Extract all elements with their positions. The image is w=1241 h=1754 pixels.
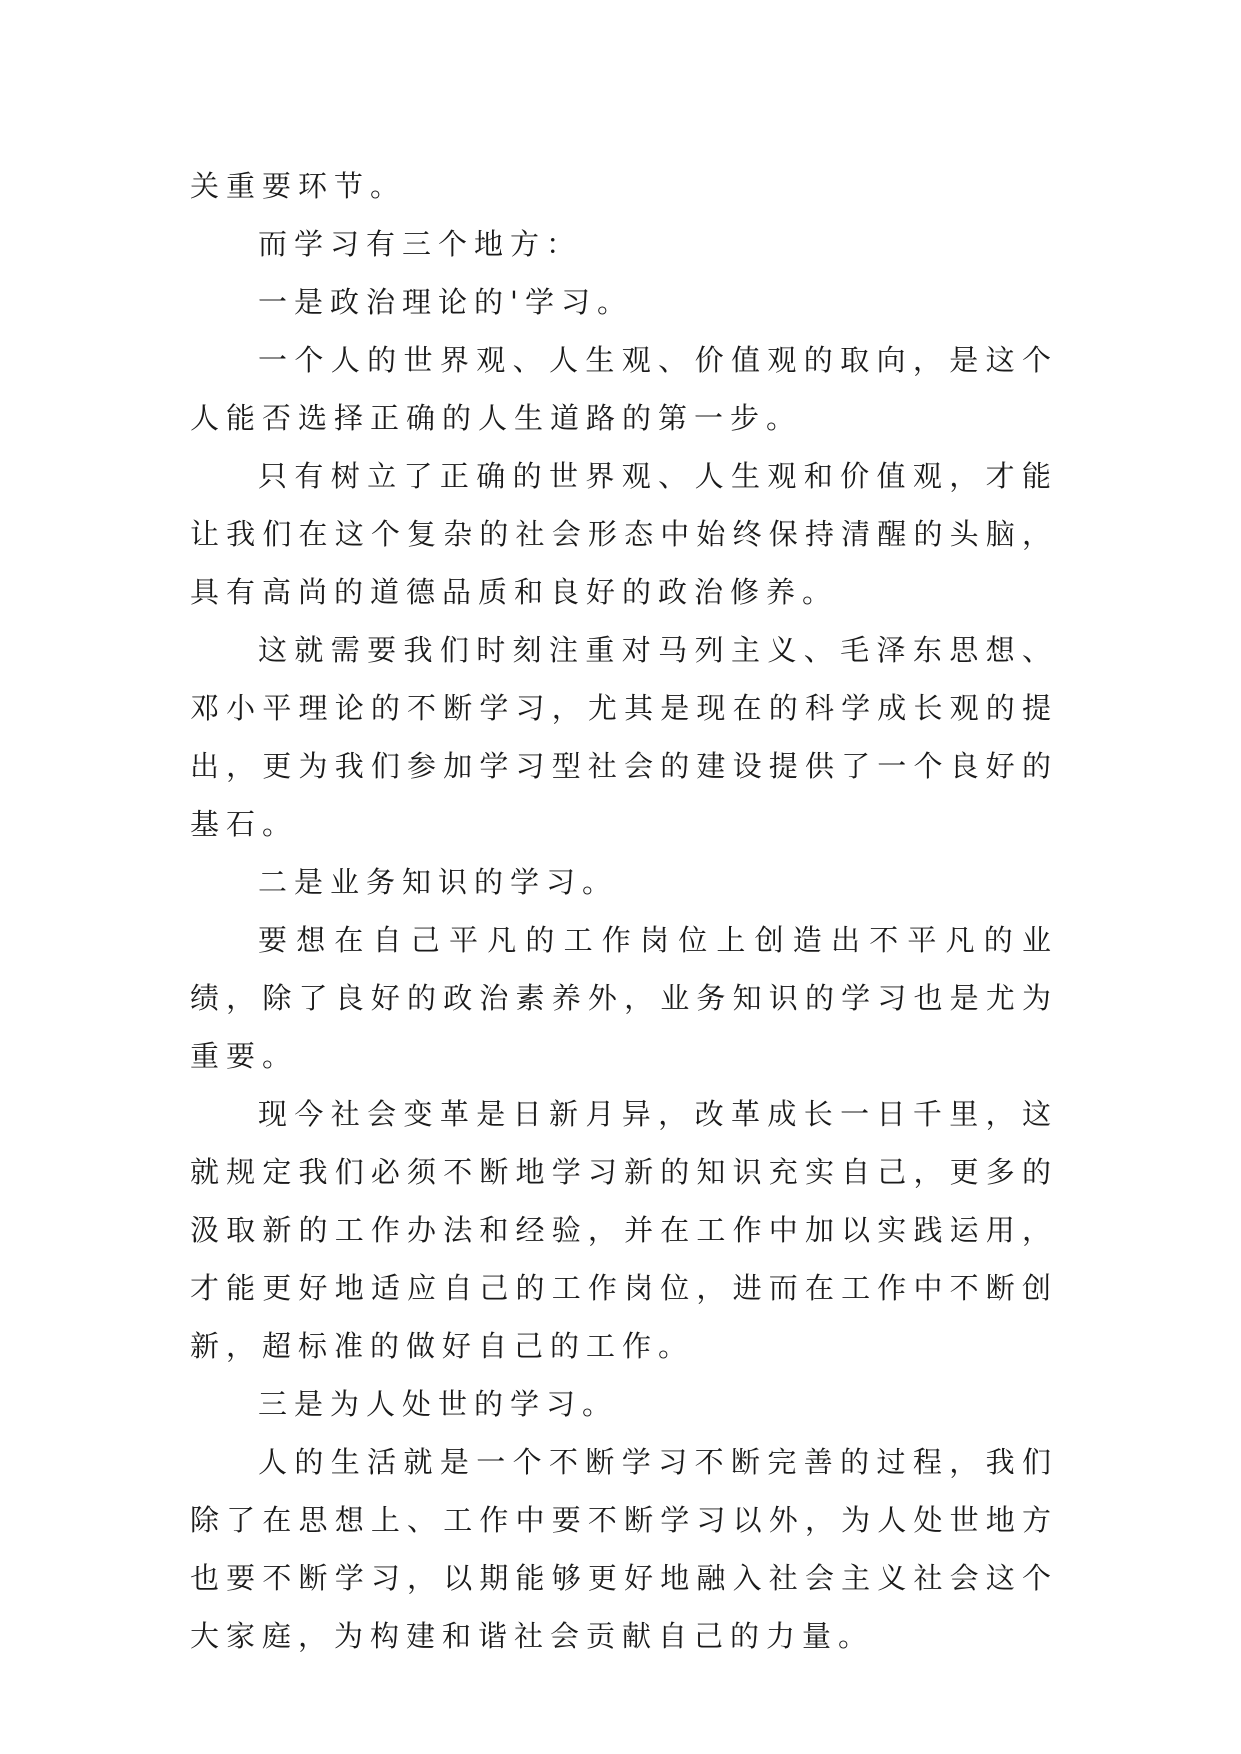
paragraph-social-change: 现今社会变革是日新月异，改革成长一日千里，这就规定我们必须不断地学习新的知识充实自己，更多的汲取新的工作办法和经验，并在工作中加以实践运用，才能更好地适应自己的工作岗位，进而在工作中不断创新，超标准的做好自己的工作。 bbox=[190, 1097, 1058, 1363]
paragraph-heading-political-theory: 一是政治理论的'学习。 bbox=[258, 285, 633, 319]
paragraph-achievements: 要想在自己平凡的工作岗位上创造出不平凡的业绩，除了良好的政治素养外，业务知识的学习也是尤为重要。 bbox=[190, 923, 1058, 1073]
paragraph-theory-study: 这就需要我们时刻注重对马列主义、毛泽东思想、邓小平理论的不断学习，尤其是现在的科学成长观的提出，更为我们参加学习型社会的建设提供了一个良好的基石。 bbox=[190, 633, 1058, 841]
paragraph-continuation: 关重要环节。 bbox=[190, 169, 407, 203]
paragraph-heading-interpersonal: 三是为人处世的学习。 bbox=[258, 1387, 619, 1421]
paragraph-heading-professional-knowledge: 二是业务知识的学习。 bbox=[258, 865, 619, 899]
document-page bbox=[190, 157, 1058, 1665]
paragraph-worldview: 一个人的世界观、人生观、价值观的取向，是这个人能否选择正确的人生道路的第一步。 bbox=[190, 343, 1058, 435]
paragraph-life-learning: 人的生活就是一个不断学习不断完善的过程，我们除了在思想上、工作中要不断学习以外，为人处世地方也要不断学习，以期能够更好地融入社会主义社会这个大家庭，为构建和谐社会贡献自己的力量。 bbox=[190, 1445, 1058, 1653]
paragraph-intro-three-aspects: 而学习有三个地方： bbox=[258, 227, 583, 261]
paragraph-correct-values: 只有树立了正确的世界观、人生观和价值观，才能让我们在这个复杂的社会形态中始终保持清醒的头脑，具有高尚的道德品质和良好的政治修养。 bbox=[190, 459, 1058, 609]
